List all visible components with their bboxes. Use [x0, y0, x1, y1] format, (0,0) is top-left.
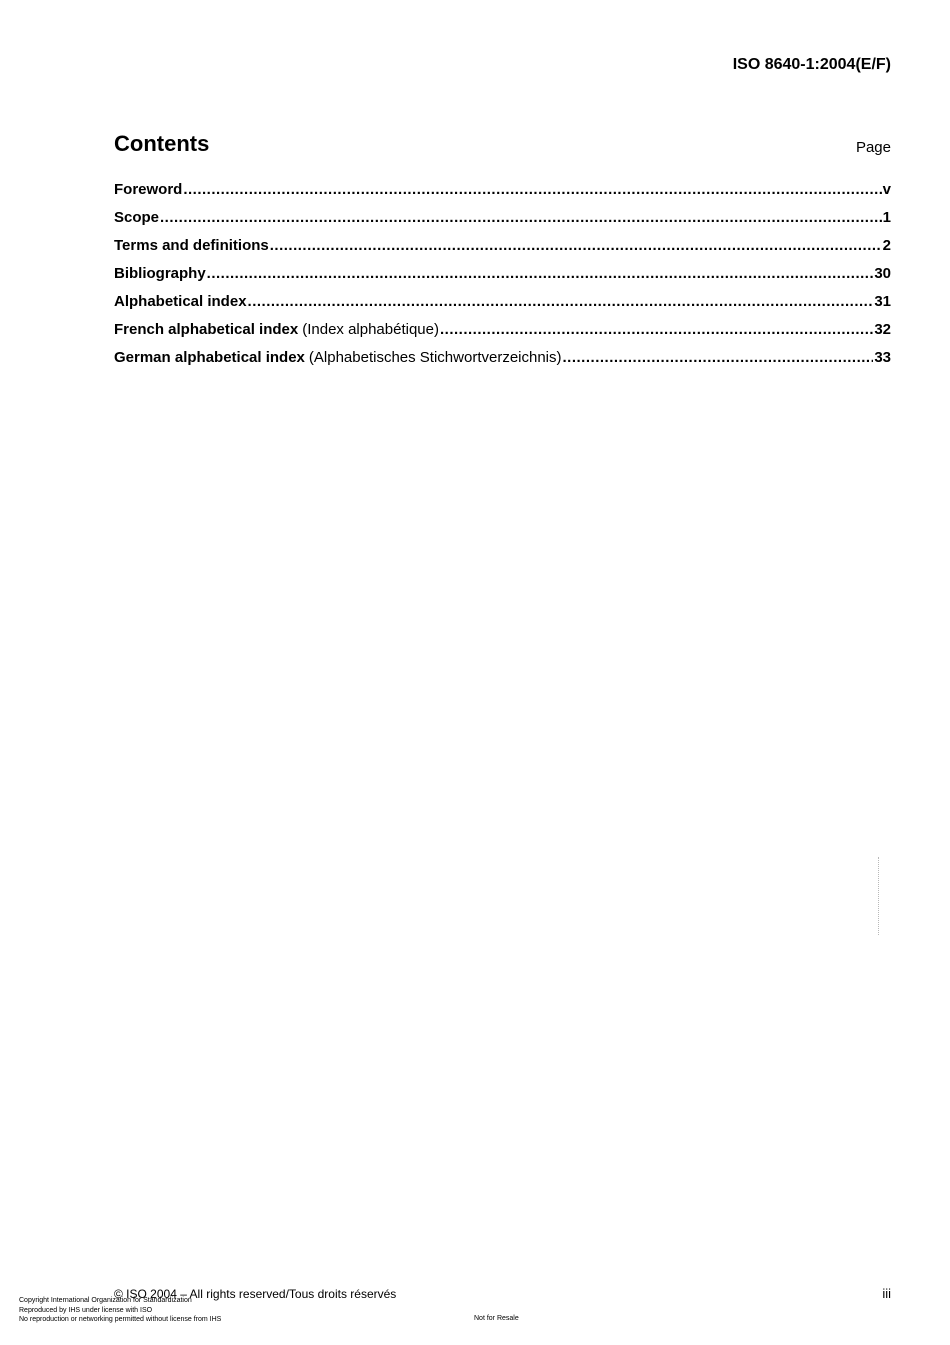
document-id: ISO 8640-1:2004(E/F) — [732, 56, 891, 73]
table-of-contents — [114, 181, 891, 377]
license-line: Reproduced by IHS under license with ISO — [19, 1306, 153, 1314]
toc-entry-terms-and-definitions[interactable] — [114, 237, 891, 265]
dot-leader — [207, 265, 874, 282]
dot-leader — [270, 237, 882, 254]
toc-entry-page: v — [882, 181, 891, 198]
toc-entry-alphabetical-index[interactable] — [114, 293, 891, 321]
dot-leader — [183, 181, 881, 198]
license-notice — [19, 1296, 221, 1325]
toc-entry-title: Alphabetical index — [114, 293, 247, 310]
toc-entry-page: 1 — [882, 209, 891, 226]
margin-mark — [878, 857, 879, 935]
toc-entry-french-alphabetical-index[interactable] — [114, 321, 891, 349]
toc-entry-title: German alphabetical index — [114, 349, 305, 366]
toc-entry-foreword[interactable] — [114, 181, 891, 209]
toc-entry-page: 33 — [874, 349, 891, 366]
footer-copyright: © ISO 2004 – All rights reserved/Tous droits réservés — [114, 1287, 397, 1301]
toc-entry-bibliography[interactable] — [114, 265, 891, 293]
toc-entry-subtitle: (Alphabetisches Stichwortverzeichnis) — [308, 349, 562, 366]
contents-header — [114, 131, 891, 161]
toc-entry-page: 31 — [874, 293, 891, 310]
footer-page-number: iii — [882, 1286, 891, 1301]
toc-entry-page: 2 — [882, 237, 891, 254]
not-for-resale-notice: Not for Resale — [474, 1315, 519, 1322]
toc-entry-german-alphabetical-index[interactable] — [114, 349, 891, 377]
contents-title: Contents — [114, 131, 210, 156]
dot-leader — [248, 293, 874, 310]
dot-leader — [160, 209, 882, 226]
toc-entry-title: Scope — [114, 209, 160, 226]
toc-entry-page: 30 — [874, 265, 891, 282]
toc-entry-title: Terms and definitions — [114, 237, 269, 254]
toc-entry-title: Foreword — [114, 181, 183, 198]
license-line: Copyright International Organization for Standardization — [19, 1297, 192, 1304]
toc-entry-title: Bibliography — [114, 265, 206, 282]
toc-entry-subtitle: (Index alphabétique) — [302, 321, 439, 338]
dot-leader — [440, 321, 873, 338]
toc-entry-scope[interactable] — [114, 209, 891, 237]
toc-entry-title: French alphabetical index — [114, 321, 299, 338]
dot-leader — [563, 349, 874, 366]
license-line: No reproduction or networking permitted without license from IHS — [19, 1316, 222, 1323]
toc-entry-page: 32 — [874, 321, 891, 338]
page-column-label: Page — [855, 139, 891, 156]
